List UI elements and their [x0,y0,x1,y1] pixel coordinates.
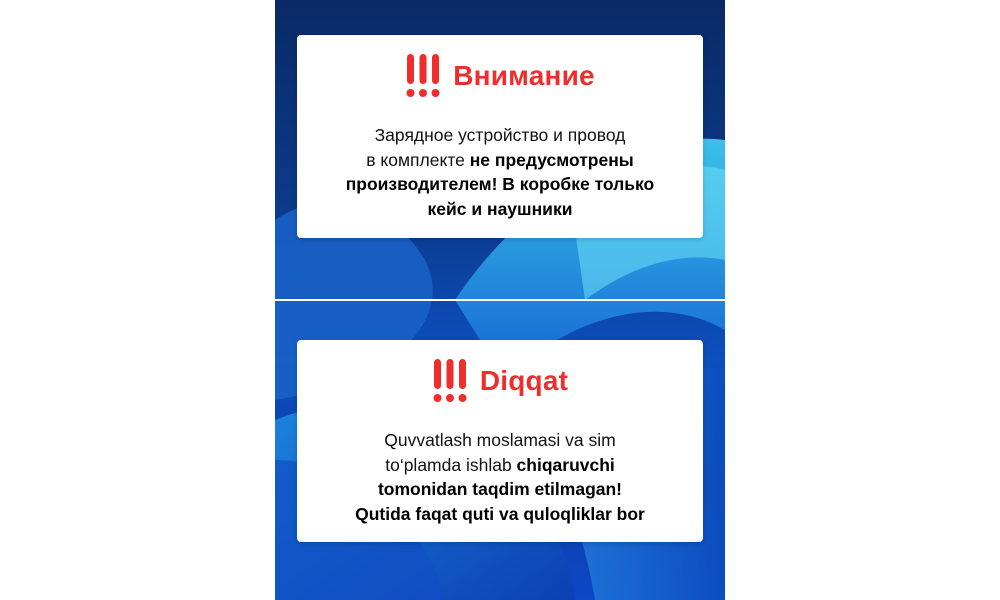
message-line-4 [317,197,683,222]
message-line-1: Quvvatlash moslamasi va sim [384,430,616,450]
message-line-2-bold: не предусмотрены [469,149,634,170]
message-line-3-bold: tomonidan taqdim etilmagan! [377,479,623,499]
message-line-3-bold: производителем! В коробке только [345,174,655,194]
card-heading [297,356,703,406]
message-line-4-bold: кейс и наушники [427,198,573,219]
warning-card-russian [297,35,703,238]
message-line-4-bold: Qutida faqat quti va quloqliklar bor [355,503,645,524]
message-line-3 [317,477,683,502]
card-heading [297,51,703,101]
promo-panel [275,0,725,600]
message-line-2 [317,453,683,478]
warning-title: Diqqat [479,365,569,396]
triple-exclamation-icon [432,357,468,405]
section-divider [275,299,725,301]
message-line-2-plain: to‘plamda ishlab [385,454,517,475]
message-line-1: Зарядное устройство и провод [374,125,626,145]
message-line-2-plain: в комплекте [366,149,470,170]
warning-title: Внимание [453,60,595,91]
warning-card-uzbek [297,340,703,542]
message-line-2 [317,148,683,173]
message-line-4 [317,502,683,527]
message-line-2-bold: chiqaruvchi [516,454,615,475]
message-line-3 [317,172,683,197]
triple-exclamation-icon [405,52,441,100]
warning-message [297,428,703,526]
warning-message [297,123,703,221]
